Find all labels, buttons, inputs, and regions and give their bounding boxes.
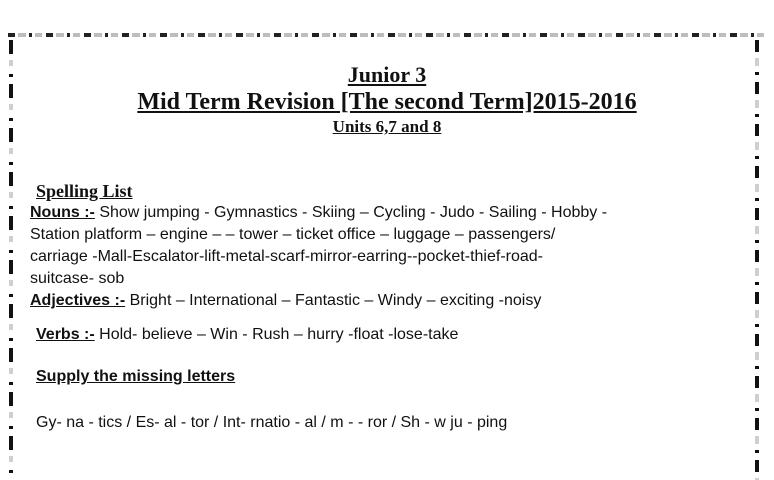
nouns-line-4: suitcase- sob [30,270,125,287]
adjectives-line [30,290,763,312]
document-header [0,62,774,138]
nouns-line-2: Station platform – engine – – tower – ticket office – luggage – passengers/ [30,226,556,243]
nouns-line-1 [30,202,763,224]
missing-letters-exercise: Gy- na - tics / Es- al - tor / Int- rnatio - al / m - - ror / Sh - w ju - ping [36,414,508,431]
grade-title: Junior 3 [347,62,427,87]
verbs-line [36,324,763,346]
verbs-label: Verbs :- [36,326,95,343]
adjectives-text: Bright – International – Fantastic – Windy – exciting -noisy [125,292,542,309]
supply-missing-letters-heading: Supply the missing letters [36,368,236,385]
nouns-label: Nouns :- [30,204,95,221]
decorative-border-top [8,30,766,40]
verbs-text: Hold- believe – Win - Rush – hurry -float -lose-take [94,326,459,343]
units-subtitle: Units 6,7 and 8 [332,117,442,136]
document-body [18,180,763,434]
nouns-line-3: carriage -Mall-Escalator-lift-metal-scarf-mirror-earring--pocket-thief-road- [30,248,543,265]
adjectives-label: Adjectives :- [30,292,126,309]
spelling-list-heading: Spelling List [36,181,133,201]
nouns-text: Show jumping - Gymnastics - Skiing – Cycling - Judo - Sailing - Hobby - [94,204,608,221]
revision-title: Mid Term Revision [The second Term]2015-2016 [137,89,637,115]
